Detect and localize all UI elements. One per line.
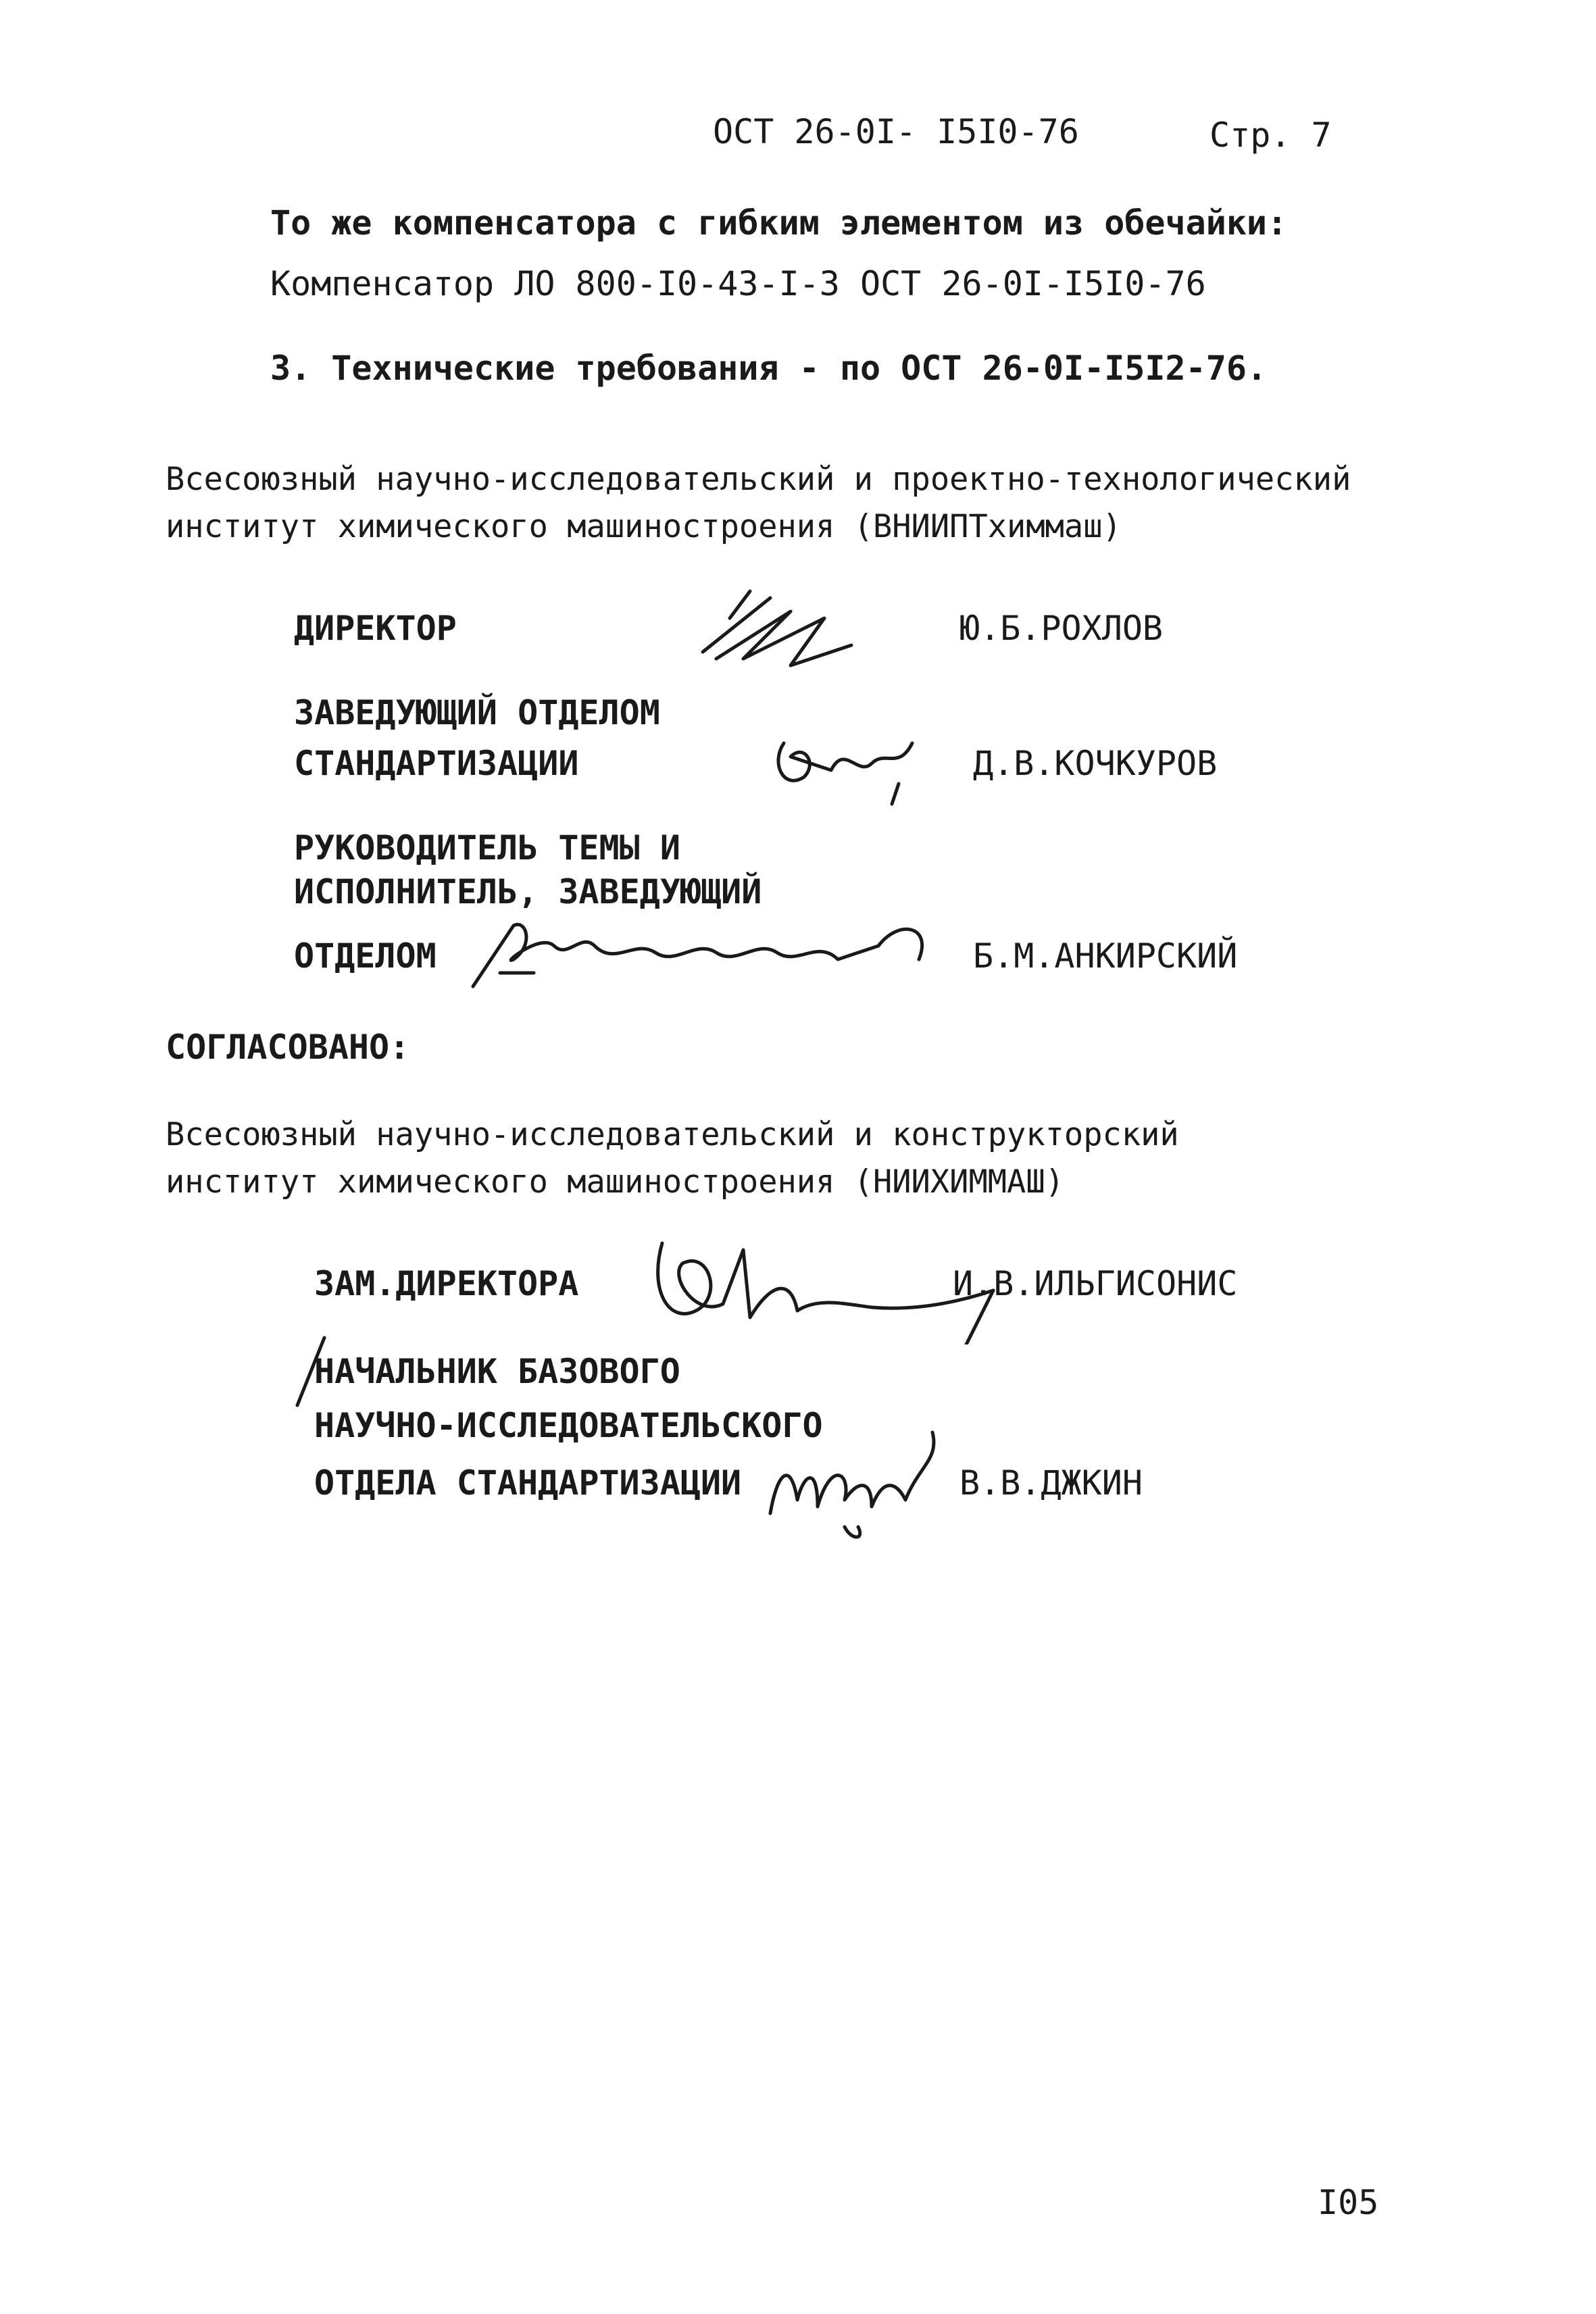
base-dept-head-name: В.В.ДЖКИН: [959, 1463, 1143, 1503]
approval-heading: СОГЛАСОВАНО:: [166, 1028, 410, 1067]
base-dept-head-title-2: НАУЧНО-ИССЛЕДОВАТЕЛЬСКОГО: [314, 1406, 823, 1445]
developer-org-line-1: Всесоюзный научно-исследовательский и проектно-технологический: [166, 461, 1351, 498]
director-title: ДИРЕКТОР: [294, 609, 457, 648]
approval-org-line-2: институт химического машиностроения (НИИХИММАШ): [166, 1163, 1064, 1201]
approval-org-line-1: Всесоюзный научно-исследовательский и конструкторский: [166, 1116, 1179, 1153]
deputy-director-name: И.В.ИЛЬГИСОНИС: [953, 1264, 1238, 1303]
base-dept-head-signature: [757, 1419, 973, 1547]
body-line-1: То же компенсатора с гибким элементом из обечайки:: [270, 203, 1288, 243]
theme-leader-title-2: ИСПОЛНИТЕЛЬ, ЗАВЕДУЮЩИЙ: [294, 872, 762, 911]
theme-leader-signature: [459, 905, 959, 1000]
developer-org-line-2: институт химического машиностроения (ВНИИПТхиммаш): [166, 508, 1122, 545]
page-label: Стр. 7: [1210, 116, 1332, 155]
standardization-head-title-2: СТАНДАРТИЗАЦИИ: [294, 744, 579, 783]
director-name: Ю.Б.РОХЛОВ: [959, 609, 1164, 648]
theme-leader-name: Б.М.АНКИРСКИЙ: [973, 936, 1238, 976]
standardization-head-title-1: ЗАВЕДУЮЩИЙ ОТДЕЛОМ: [294, 693, 660, 732]
body-line-2: Компенсатор ЛО 800-I0-43-I-3 ОСТ 26-0I-I5I0-76: [270, 264, 1206, 303]
document-code: ОСТ 26-0I- I5I0-76: [713, 112, 1079, 151]
base-dept-head-title-3: ОТДЕЛА СТАНДАРТИЗАЦИИ: [314, 1463, 742, 1503]
body-line-3: 3. Технические требования - по ОСТ 26-0I-I5I2-76.: [270, 349, 1268, 388]
page-number: I05: [1318, 2183, 1379, 2222]
theme-leader-title-1: РУКОВОДИТЕЛЬ ТЕМЫ И: [294, 828, 680, 867]
deputy-director-title: ЗАМ.ДИРЕКТОРА: [314, 1264, 579, 1303]
theme-leader-title-3: ОТДЕЛОМ: [294, 936, 437, 976]
standardization-head-name: Д.В.КОЧКУРОВ: [973, 744, 1218, 783]
base-dept-head-title-1: НАЧАЛЬНИК БАЗОВОГО: [314, 1352, 680, 1391]
director-signature: [689, 578, 865, 686]
standardization-head-signature: [764, 716, 939, 811]
